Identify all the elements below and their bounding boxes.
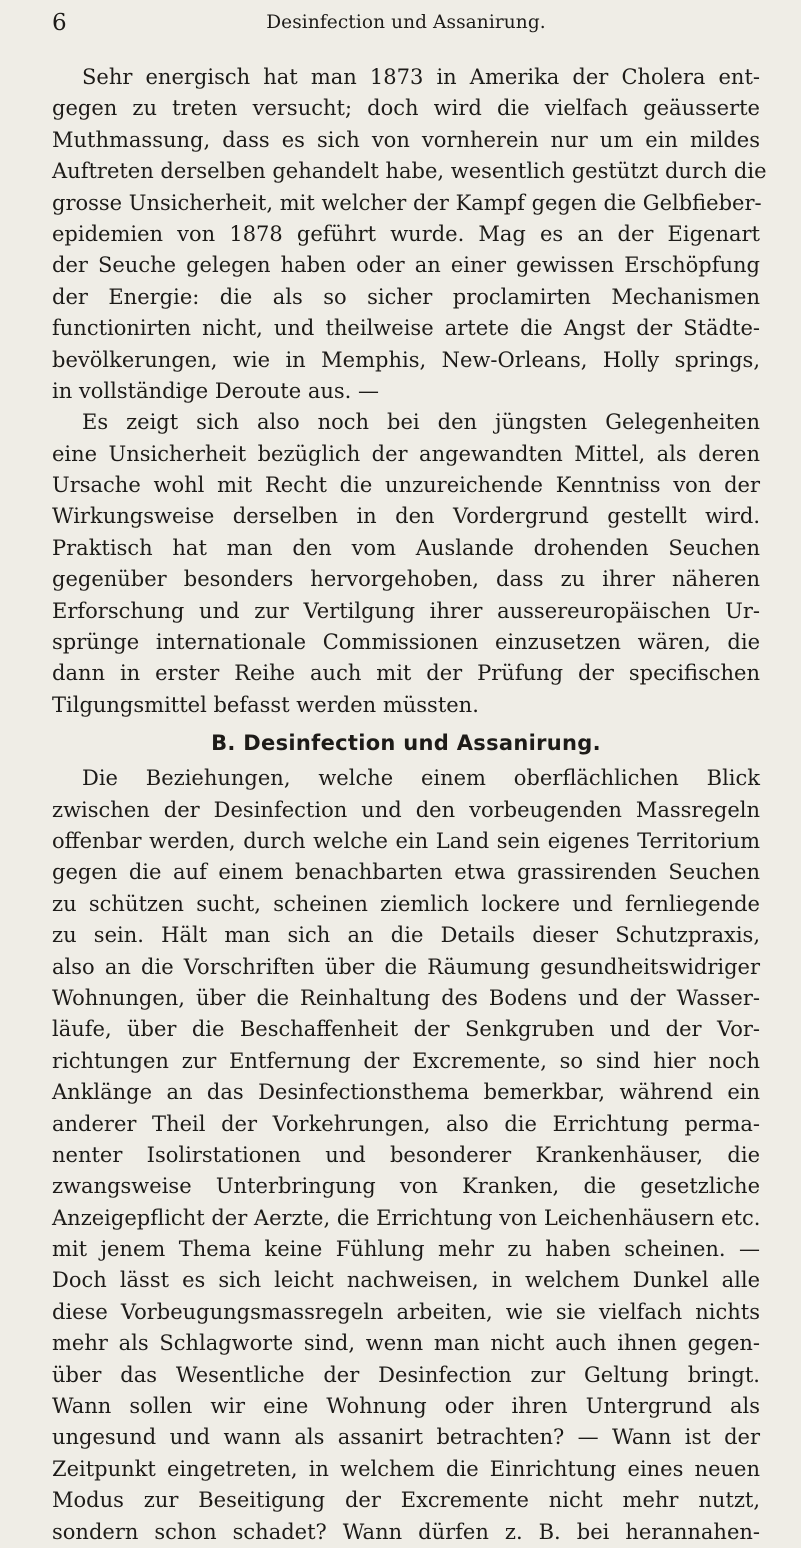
text-line: Muthmassung, dass es sich von vornherein nur um ein mildes (52, 127, 760, 152)
text-line: Zeitpunkt eingetreten, in welchem die Einrichtung eines neuen (52, 1456, 760, 1481)
text-line: Ursache wohl mit Recht die unzureichende Kenntniss von der (52, 473, 760, 498)
text-line: Sehr energisch hat man 1873 in Amerika der Cholera ent- (82, 65, 760, 89)
text-line: der Seuche gelegen haben oder an einer gewissen Erschöpfung (52, 253, 760, 278)
text-line: mehr als Schlagworte sind, wenn man nicht auch ihnen gegen- (52, 1331, 760, 1356)
running-head (52, 10, 760, 36)
book-page (52, 10, 767, 1548)
text-line: gegenüber besonders hervorgehoben, dass zu ihrer näheren (52, 567, 760, 592)
text-line: zwangsweise Unterbringung von Kranken, die gesetzliche (52, 1174, 760, 1199)
text-line: Anzeigepflicht der Aerzte, die Errichtung von Leichenhäusern etc. (52, 1205, 761, 1230)
text-line: Tilgungsmittel befasst werden müssten. (52, 692, 479, 717)
text-line: also an die Vorschriften über die Räumung gesundheitswidriger (52, 954, 760, 979)
text-line: eine Unsicherheit bezüglich der angewandten Mittel, als deren (52, 441, 760, 466)
text-line: gegen die auf einem benachbarten etwa grassirenden Seuchen (52, 860, 760, 885)
paragraph (52, 407, 760, 721)
text-line: ungesund und wann als assanirt betrachten? — Wann ist der (52, 1425, 760, 1450)
text-line: gegen zu treten versucht; doch wird die vielfach geäusserte (52, 96, 760, 121)
paragraph (52, 763, 760, 1548)
paragraph (52, 62, 767, 407)
text-line: grosse Unsicherheit, mit welcher der Kampf gegen die Gelbfieber- (52, 190, 762, 215)
text-line: Es zeigt sich also noch bei den jüngsten Gelegenheiten (82, 410, 760, 435)
page-number: 6 (52, 10, 67, 36)
text-line: Wann sollen wir eine Wohnung oder ihren Untergrund als (52, 1394, 760, 1419)
text-line: Anklänge an das Desinfectionsthema bemerkbar, während ein (52, 1080, 760, 1105)
text-line: Wirkungsweise derselben in den Vordergrund gestellt wird. (52, 504, 760, 529)
text-line: bevölkerungen, wie in Memphis, New-Orleans, Holly springs, (52, 347, 760, 372)
text-line: nenter Isolirstationen und besonderer Krankenhäuser, die (52, 1142, 760, 1167)
text-line: offenbar werden, durch welche ein Land sein eigenes Territorium (52, 828, 760, 853)
text-line: mit jenem Thema keine Fühlung mehr zu haben scheinen. — (52, 1237, 760, 1262)
text-line: richtungen zur Entfernung der Excremente, so sind hier noch (52, 1048, 760, 1073)
text-line: Wohnungen, über die Reinhaltung des Bodens und der Wasser- (52, 985, 760, 1010)
text-line: sprünge internationale Commissionen einzusetzen wären, die (52, 630, 760, 655)
text-line: zu schützen sucht, scheinen ziemlich lockere und fernliegende (52, 891, 760, 916)
text-line: sondern schon schadet? Wann dürfen z. B. bei herannahen- (52, 1519, 760, 1544)
text-line: Die Beziehungen, welche einem oberflächlichen Blick (82, 766, 760, 791)
text-line: Doch lässt es sich leicht nachweisen, in welchem Dunkel alle (52, 1268, 760, 1293)
text-line: Modus zur Beseitigung der Excremente nicht mehr nutzt, (52, 1488, 760, 1513)
text-line: epidemien von 1878 geführt wurde. Mag es an der Eigenart (52, 221, 760, 246)
text-line: Erforschung und zur Vertilgung ihrer aussereuropäischen Ur- (52, 598, 760, 623)
text-line: zwischen der Desinfection und den vorbeugenden Massregeln (52, 797, 760, 822)
text-line: Praktisch hat man den vom Auslande drohenden Seuchen (52, 535, 760, 560)
text-line: functionirten nicht, und theilweise artete die Angst der Städte- (52, 316, 760, 341)
text-line: dann in erster Reihe auch mit der Prüfung der specifischen (52, 661, 760, 686)
body-text (52, 62, 767, 1548)
text-line: Auftreten derselben gehandelt habe, wesentlich gestützt durch die (52, 159, 767, 184)
text-line: in vollständige Deroute aus. — (52, 378, 380, 403)
section-text (52, 763, 760, 1548)
text-line: über das Wesentliche der Desinfection zur Geltung bringt. (52, 1362, 760, 1387)
text-line: diese Vorbeugungsmassregeln arbeiten, wie sie vielfach nichts (52, 1299, 760, 1324)
text-line: läufe, über die Beschaffenheit der Senkgruben und der Vor- (52, 1017, 760, 1042)
running-title: Desinfection und Assanirung. (266, 12, 546, 33)
pre-section-text (52, 62, 767, 721)
text-line: der Energie: die als so sicher proclamirten Mechanismen (52, 284, 760, 309)
text-line: anderer Theil der Vorkehrungen, also die Errichtung perma- (52, 1111, 760, 1136)
section-heading: B. Desinfection und Assanirung. (211, 731, 601, 756)
text-line: zu sein. Hält man sich an die Details dieser Schutzpraxis, (52, 923, 760, 948)
